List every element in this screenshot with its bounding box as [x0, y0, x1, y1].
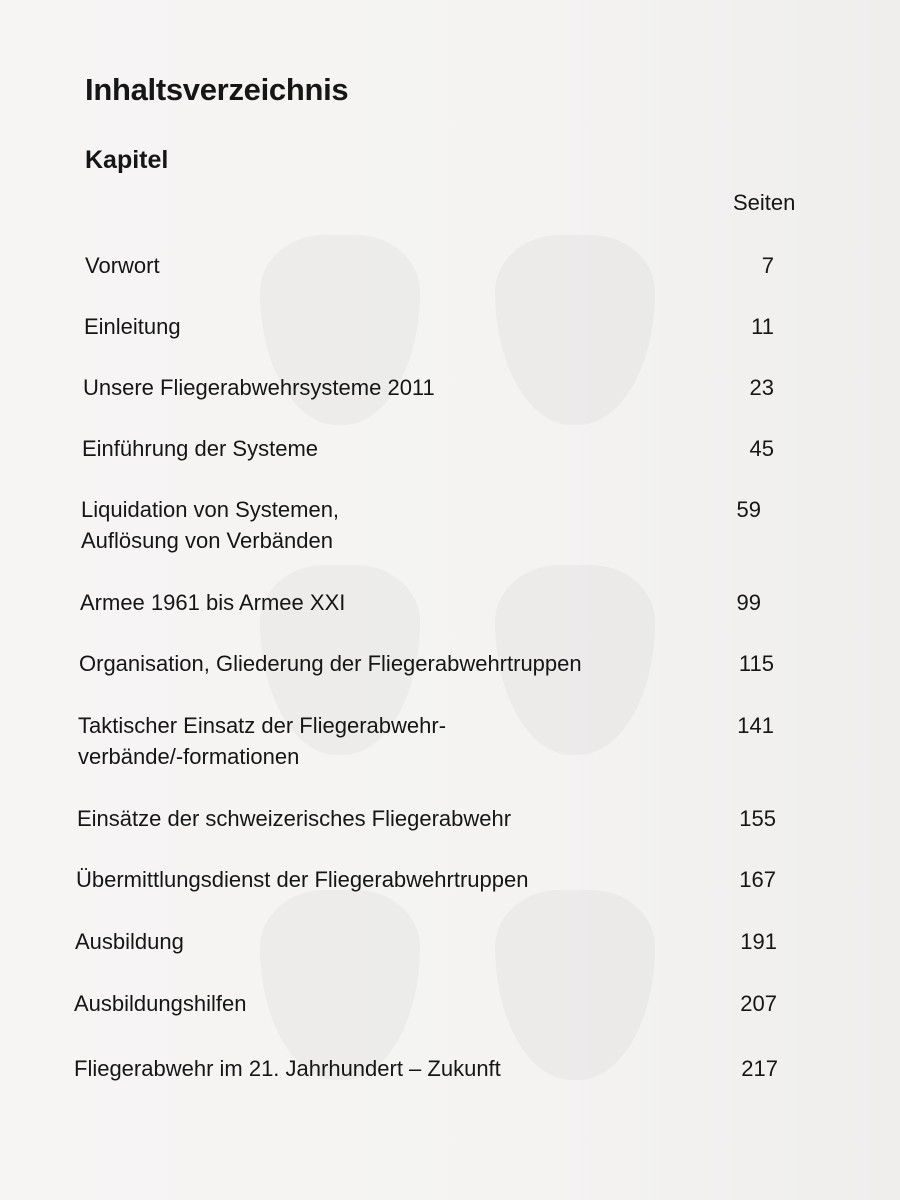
toc-entry-title: Vorwort: [85, 253, 160, 278]
toc-entry-title: Übermittlungsdienst der Fliegerabwehrtruppen: [76, 867, 529, 892]
toc-entry-page: 23: [749, 375, 774, 400]
toc-entry: [0, 710, 900, 770]
toc-entry-title: Armee 1961 bis Armee XXI: [80, 590, 346, 615]
toc-entry: [0, 250, 900, 310]
toc-entry-page: 11: [751, 314, 774, 339]
toc-entry-title: Organisation, Gliederung der Fliegerabwehrtruppen: [79, 651, 582, 676]
toc-entry-page: 207: [740, 991, 777, 1016]
toc-entry-page: 115: [738, 651, 774, 676]
toc-entry-page: 167: [739, 867, 776, 892]
toc-entry: [0, 648, 900, 708]
toc-entry-page: 141: [737, 713, 774, 738]
toc-entry: [0, 926, 900, 986]
toc-entry-title: Ausbildungshilfen: [74, 991, 247, 1016]
toc-entry-title-line-1: Taktischer Einsatz der Fliegerabwehr-: [78, 713, 447, 738]
toc-entry: [0, 1053, 900, 1113]
toc-entry-title: Einsätze der schweizerisches Fliegerabwehr: [77, 806, 512, 831]
toc-entry-title: Unsere Fliegerabwehrsysteme 2011: [83, 375, 435, 400]
toc-entry-page: 59: [736, 497, 761, 522]
toc-entry-title: Ausbildung: [75, 929, 184, 954]
toc-entry: [0, 433, 900, 493]
toc-entry: [0, 372, 900, 432]
toc-entry: [0, 864, 900, 924]
toc-entry-page: 155: [739, 806, 776, 831]
toc-entry: [0, 587, 900, 647]
toc-entry-page: 45: [749, 436, 774, 461]
toc-entry: [0, 988, 900, 1048]
toc-entry-title-line-1: Liquidation von Systemen,: [81, 497, 340, 522]
toc-entry-title: Fliegerabwehr im 21. Jahrhundert – Zukunft: [74, 1056, 501, 1081]
page-title: Inhaltsverzeichnis: [85, 72, 349, 107]
toc-entry-page: 191: [740, 929, 777, 954]
toc-entry-page: 7: [761, 253, 774, 278]
toc-entry-title: [81, 494, 339, 556]
toc-entry: [0, 494, 900, 554]
section-heading: Kapitel: [85, 146, 169, 174]
toc-entry: [0, 311, 900, 371]
toc-entry-title-line-2: Auflösung von Verbänden: [81, 528, 333, 553]
toc-entry-title-line-2: verbände/-formationen: [78, 744, 300, 769]
toc-entry-title: Einleitung: [84, 314, 181, 339]
toc-entry-page: 99: [736, 590, 761, 615]
toc-entry-title: Einführung der Systeme: [82, 436, 319, 461]
toc-entry-title: [78, 710, 446, 772]
pages-column-label: Seiten: [733, 190, 796, 215]
toc-entry: [0, 803, 900, 863]
toc-entry-page: 217: [741, 1056, 778, 1081]
